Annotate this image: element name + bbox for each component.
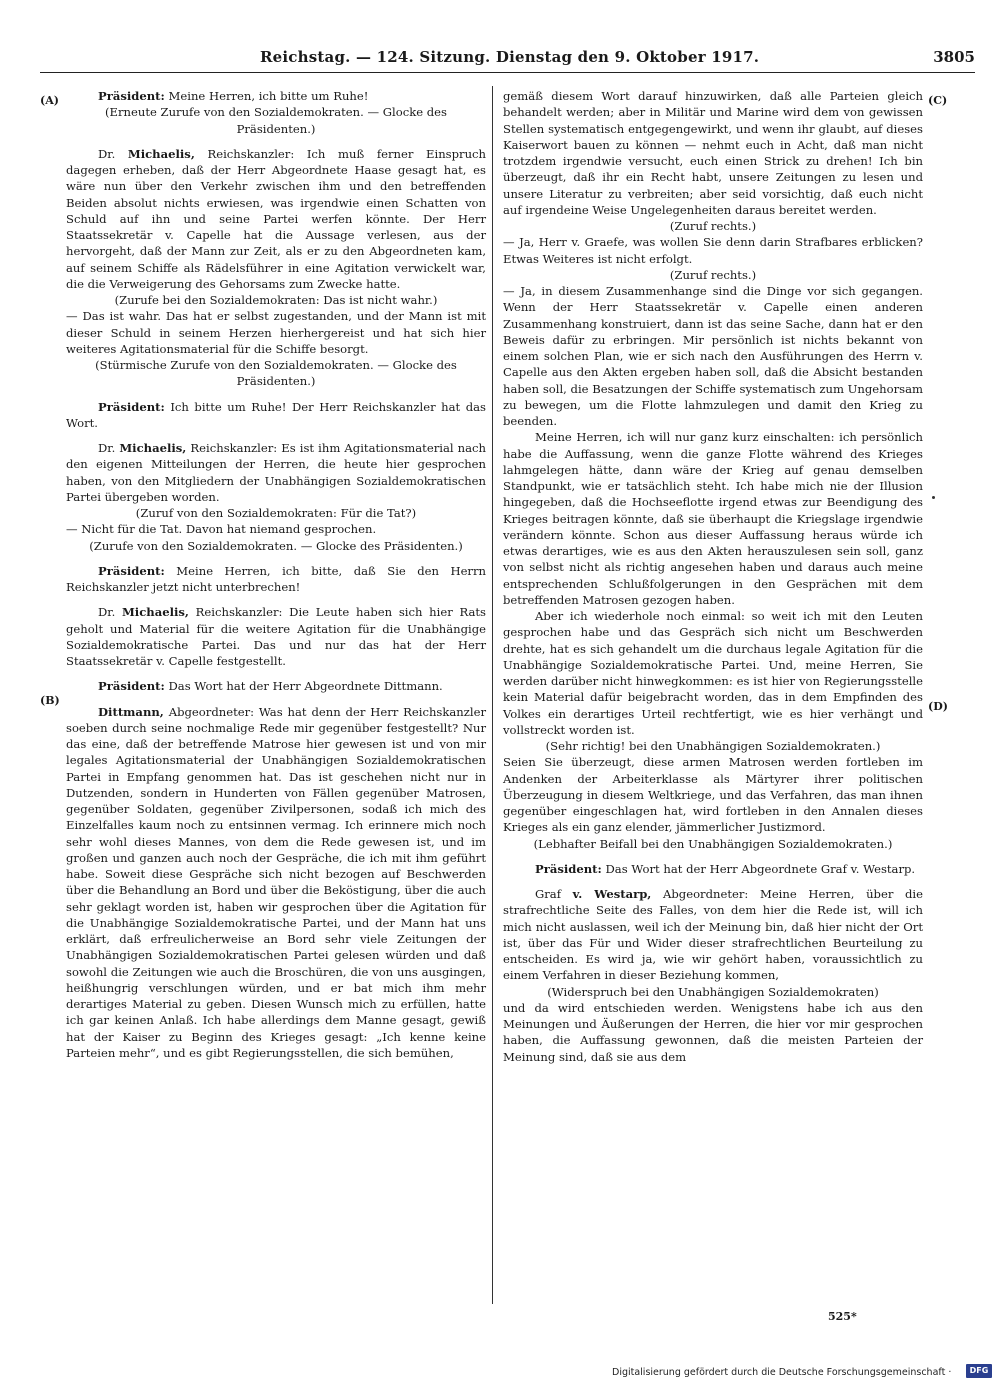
paragraph: Seien Sie überzeugt, diese armen Matrosen werden fortleben im Andenken der Arbeiterklasse als Märtyrer ihrer politischen Überzeugung in diesem Weltkriege, und das Verfahren, das man ihnen gegenüber eingeschlagen hat, wird fortleben in den Annalen dieses Krieges als ein ganz elender, jämmerlicher Justizmord. (503, 755, 923, 835)
digitization-credit: Digitalisierung gefördert durch die Deutsche Forschungsgemeinschaft · (612, 1367, 952, 1378)
paragraph: Meine Herren, ich will nur ganz kurz einschalten: ich persönlich habe die Auffassung, wenn die ganze Flotte während des Krieges lahmgelegen hätte, dann wäre der Krieg auf genau demselben Standpunkt, wie er tatsächlich steht. Ich habe mich nie der Illusion hingegeben, daß die Hochseeflotte irgend etwas zur Beendigung des Krieges beitragen könnte, daß sie überhaupt die Kriegslage irgendwie verändern könnte. Schon aus dieser Auffassung heraus würde ich etwas derartiges, wie es aus den Akten herauszulesen sein soll, ganz von selbst nicht als richtig angesehen haben und daraus auch meine entsprechenden Schlußfolgerungen in den Gesprächen mit dem betreffenden Matrosen gezogen haben. (503, 430, 923, 607)
interjection: (Widerspruch bei den Unabhängigen Sozialdemokraten) (547, 984, 879, 999)
paragraph: Präsident: Das Wort hat der Herr Abgeordnete Dittmann. (98, 679, 443, 694)
interjection: (Stürmische Zurufe von den Sozialdemokraten. — Glocke des Präsidenten.) (95, 358, 457, 389)
paragraph: — Ja, in diesem Zusammenhange sind die Dinge vor sich gegangen. Wenn der Herr Staatssekretär v. Capelle einen anderen Zusammenhang konstruiert, dann ist das seine Sache, dann hat er den Beweis dafür zu erbringen. Mir persönlich ist nichts bekannt von einem solchen Plan, wie er sich nach den Ausführungen des Herrn v. Capelle aus den Akten ergeben haben soll, daß die Absicht bestanden haben soll, die Besatzungen der Schiffe systematisch zum Ungehorsam zu bewegen, um die Flotte lahmzulegen und damit den Krieg zu beenden. (503, 284, 923, 428)
interjection: (Zurufe von den Sozialdemokraten. — Glocke des Präsidenten.) (89, 538, 463, 553)
paragraph: Graf v. Westarp, Abgeordneter: Meine Herren, über die strafrechtliche Seite des Falles, von dem hier die Rede ist, will ich mich nicht auslassen, weil ich der Meinung bin, daß hier nicht der Ort ist, über das Für und Wider dieser strafrechtlichen Beurteilung zu entscheiden. Es wird ja, wie wir gehört haben, voraussichtlich zu einem Verfahren in dieser Beziehung kommen, (503, 887, 923, 983)
page-number: 3805 (933, 48, 975, 66)
interjection: (Erneute Zurufe von den Sozialdemokraten. — Glocke des Präsidenten.) (105, 105, 447, 136)
paragraph: — Ja, Herr v. Graefe, was wollen Sie denn darin Strafbares erblicken? Etwas Weiteres ist nicht erfolgt. (503, 235, 923, 266)
header-rule (40, 72, 975, 73)
interjection: (Zuruf rechts.) (669, 267, 757, 282)
interjection: (Lebhafter Beifall bei den Unabhängigen Sozialdemokraten.) (533, 836, 893, 851)
dfg-logo-icon: DFG (966, 1364, 992, 1378)
margin-dot (932, 496, 935, 499)
running-title: Reichstag. — 124. Sitzung. Dienstag den 9. Oktober 1917. (260, 48, 760, 66)
margin-letter-d: (D) (928, 700, 948, 713)
interjection: (Sehr richtig! bei den Unabhängigen Sozialdemokraten.) (545, 739, 881, 753)
left-column (66, 88, 486, 1061)
interjection: (Zuruf rechts.) (669, 219, 757, 233)
paragraph: Präsident: Meine Herren, ich bitte um Ruhe! (98, 89, 369, 103)
margin-letter-a: (A) (40, 94, 59, 107)
paragraph: und da wird entschieden werden. Wenigstens habe ich aus den Meinungen und Äußerungen der Herren, die hier vor mir gesprochen haben, die Auffassung gewonnen, daß die meisten Parteien der Meinung sind, daß sie aus dem (503, 1000, 923, 1064)
paragraph: Aber ich wiederhole noch einmal: so weit ich mit den Leuten gesprochen habe und das Gespräch sich nicht um Beschwerden drehte, hat es sich gehandelt um die durchaus legale Agitation für die Unabhängige Sozialdemokratische Partei. Und, meine Herren, Sie werden darüber nicht hinwegkommen: es ist hier von Regierungsstelle kein Material dafür beigebracht worden, das in dem Empfinden des Volkes ein derartiges Urteil rechtfertigt, wie es hier verhängt und vollstreckt worden ist. (503, 609, 923, 737)
paragraph: Dittmann, Abgeordneter: Was hat denn der Herr Reichskanzler soeben durch seine nochmalige Rede mir gegenüber festgestellt? Nur das eine, daß der betreffende Matrose hier gewesen ist und von mir legales Agitationsmaterial der Unabhängigen Sozialdemokratischen Partei in Empfang genommen hat. Das ist geschehen nicht nur in Dutzenden, sondern in Hunderten von Fällen gegenüber Matrosen, gegenüber Soldaten, gegenüber Zivilpersonen, sodaß ich mich des Einzelfalles kaum noch zu entsinnen vermag. Ich erinnere mich noch sehr wohl dieses Mannes, von dem die Rede gewesen ist, und im großen und ganzen auch noch der Gespräche, die ich mit ihm geführt habe. Soweit diese Gespräche sich nicht bezogen auf Beschwerden über die Behandlung an Bord und über die Beköstigung, über die auch sehr geklagt worden ist, haben wir gesprochen über die Agitation für die Unabhängige Sozialdemokratische Partei, und der Mann hat uns erklärt, daß erfreulicherweise an Bord sehr viele Zeitungen der Unabhängigen Sozialdemokratischen Partei gelesen würden und daß sowohl die Zeitungen wie auch die Broschüren, die von uns ausgingen, heißhungrig verschlungen würden, und er bat mich ihm mehr derartiges Material zu geben. Diesen Wunsch mich zu erfüllen, hatte ich gar keinen Anlaß. Ich habe allerdings dem Manne gesagt, gewiß hat der Kaiser zu Beginn des Krieges gesagt: „Ich kenne keine Parteien mehr“, und es gibt Regierungsstellen, die sich bemühen, (66, 704, 486, 1060)
sheet-number: 525* (828, 1310, 857, 1323)
paragraph: Dr. Michaelis, Reichskanzler: Ich muß ferner Einspruch dagegen erheben, daß der Herr Abgeordnete Haase gesagt hat, es wäre nun über den Verkehr zwischen ihm und den betreffenden Beiden absolut nichts erwiesen, was irgendwie einen Schatten von Schuld auf ihn und seine Partei werfen könnte. Der Herr Staatssekretär v. Capelle hat die Aussage verlesen, aus der hervorgeht, daß der Mann zur Zeit, als er zu den Abgeordneten kam, auf seinem Schiffe als Rädelsführer in eine Agitation verwickelt war, die die Verweigerung des Gehorsams zum Zwecke hatte. (66, 146, 487, 291)
paragraph: — Das ist wahr. Das hat er selbst zugestanden, und der Mann ist mit dieser Schuld in seinem Herzen hierhergereist und hat sich hier weiteres Agitationsmaterial für die Schiffe besorgt. (66, 309, 486, 356)
paragraph: Präsident: Meine Herren, ich bitte, daß Sie den Herrn Reichskanzler jetzt nicht unterbrechen! (66, 563, 486, 594)
paragraph: Präsident: Ich bitte um Ruhe! Der Herr Reichskanzler hat das Wort. (66, 399, 486, 430)
margin-letter-b: (B) (40, 694, 60, 707)
paragraph: Präsident: Das Wort hat der Herr Abgeordnete Graf v. Westarp. (535, 861, 916, 876)
paragraph: Dr. Michaelis, Reichskanzler: Es ist ihm Agitationsmaterial nach den eigenen Mitteilungen der Herren, die heute hier gesprochen haben, von den Mitgliedern der Unabhängigen Sozialdemokratischen Partei übergeben worden. (66, 441, 486, 504)
column-divider (492, 86, 493, 1304)
paragraph: gemäß diesem Wort darauf hinzuwirken, daß alle Parteien gleich behandelt werden; aber in Militär und Marine wird dem von gewissen Stellen systematisch entgegengewirkt, und wenn ihr glaubt, auf dieses Kaiserwort bauen zu können — nehmt euch in Acht, daß man nicht trotzdem irgendwie versucht, euch einen Strick zu drehen! Ich bin überzeugt, daß ihr ein Recht habt, unsere Zeitungen zu lesen und unsere Literatur zu verbreiten; aber seid vorsichtig, daß euch nicht auf irgendeine Weise Ungelegenheiten daraus bereitet werden. (503, 89, 923, 217)
interjection: (Zuruf von den Sozialdemokraten: Für die Tat?) (135, 506, 417, 520)
paragraph: — Nicht für die Tat. Davon hat niemand gesprochen. (66, 522, 377, 537)
interjection: (Zurufe bei den Sozialdemokraten: Das ist nicht wahr.) (114, 293, 438, 307)
page-header (40, 44, 975, 72)
paragraph: Dr. Michaelis, Reichskanzler: Die Leute haben sich hier Rats geholt und Material für die weitere Agitation für die Unabhängige Sozialdemokratische Partei. Das und nur das hat der Herr Staatssekretär v. Capelle festgestellt. (66, 605, 486, 668)
right-column (503, 88, 923, 1065)
margin-letter-c: (C) (928, 94, 948, 107)
